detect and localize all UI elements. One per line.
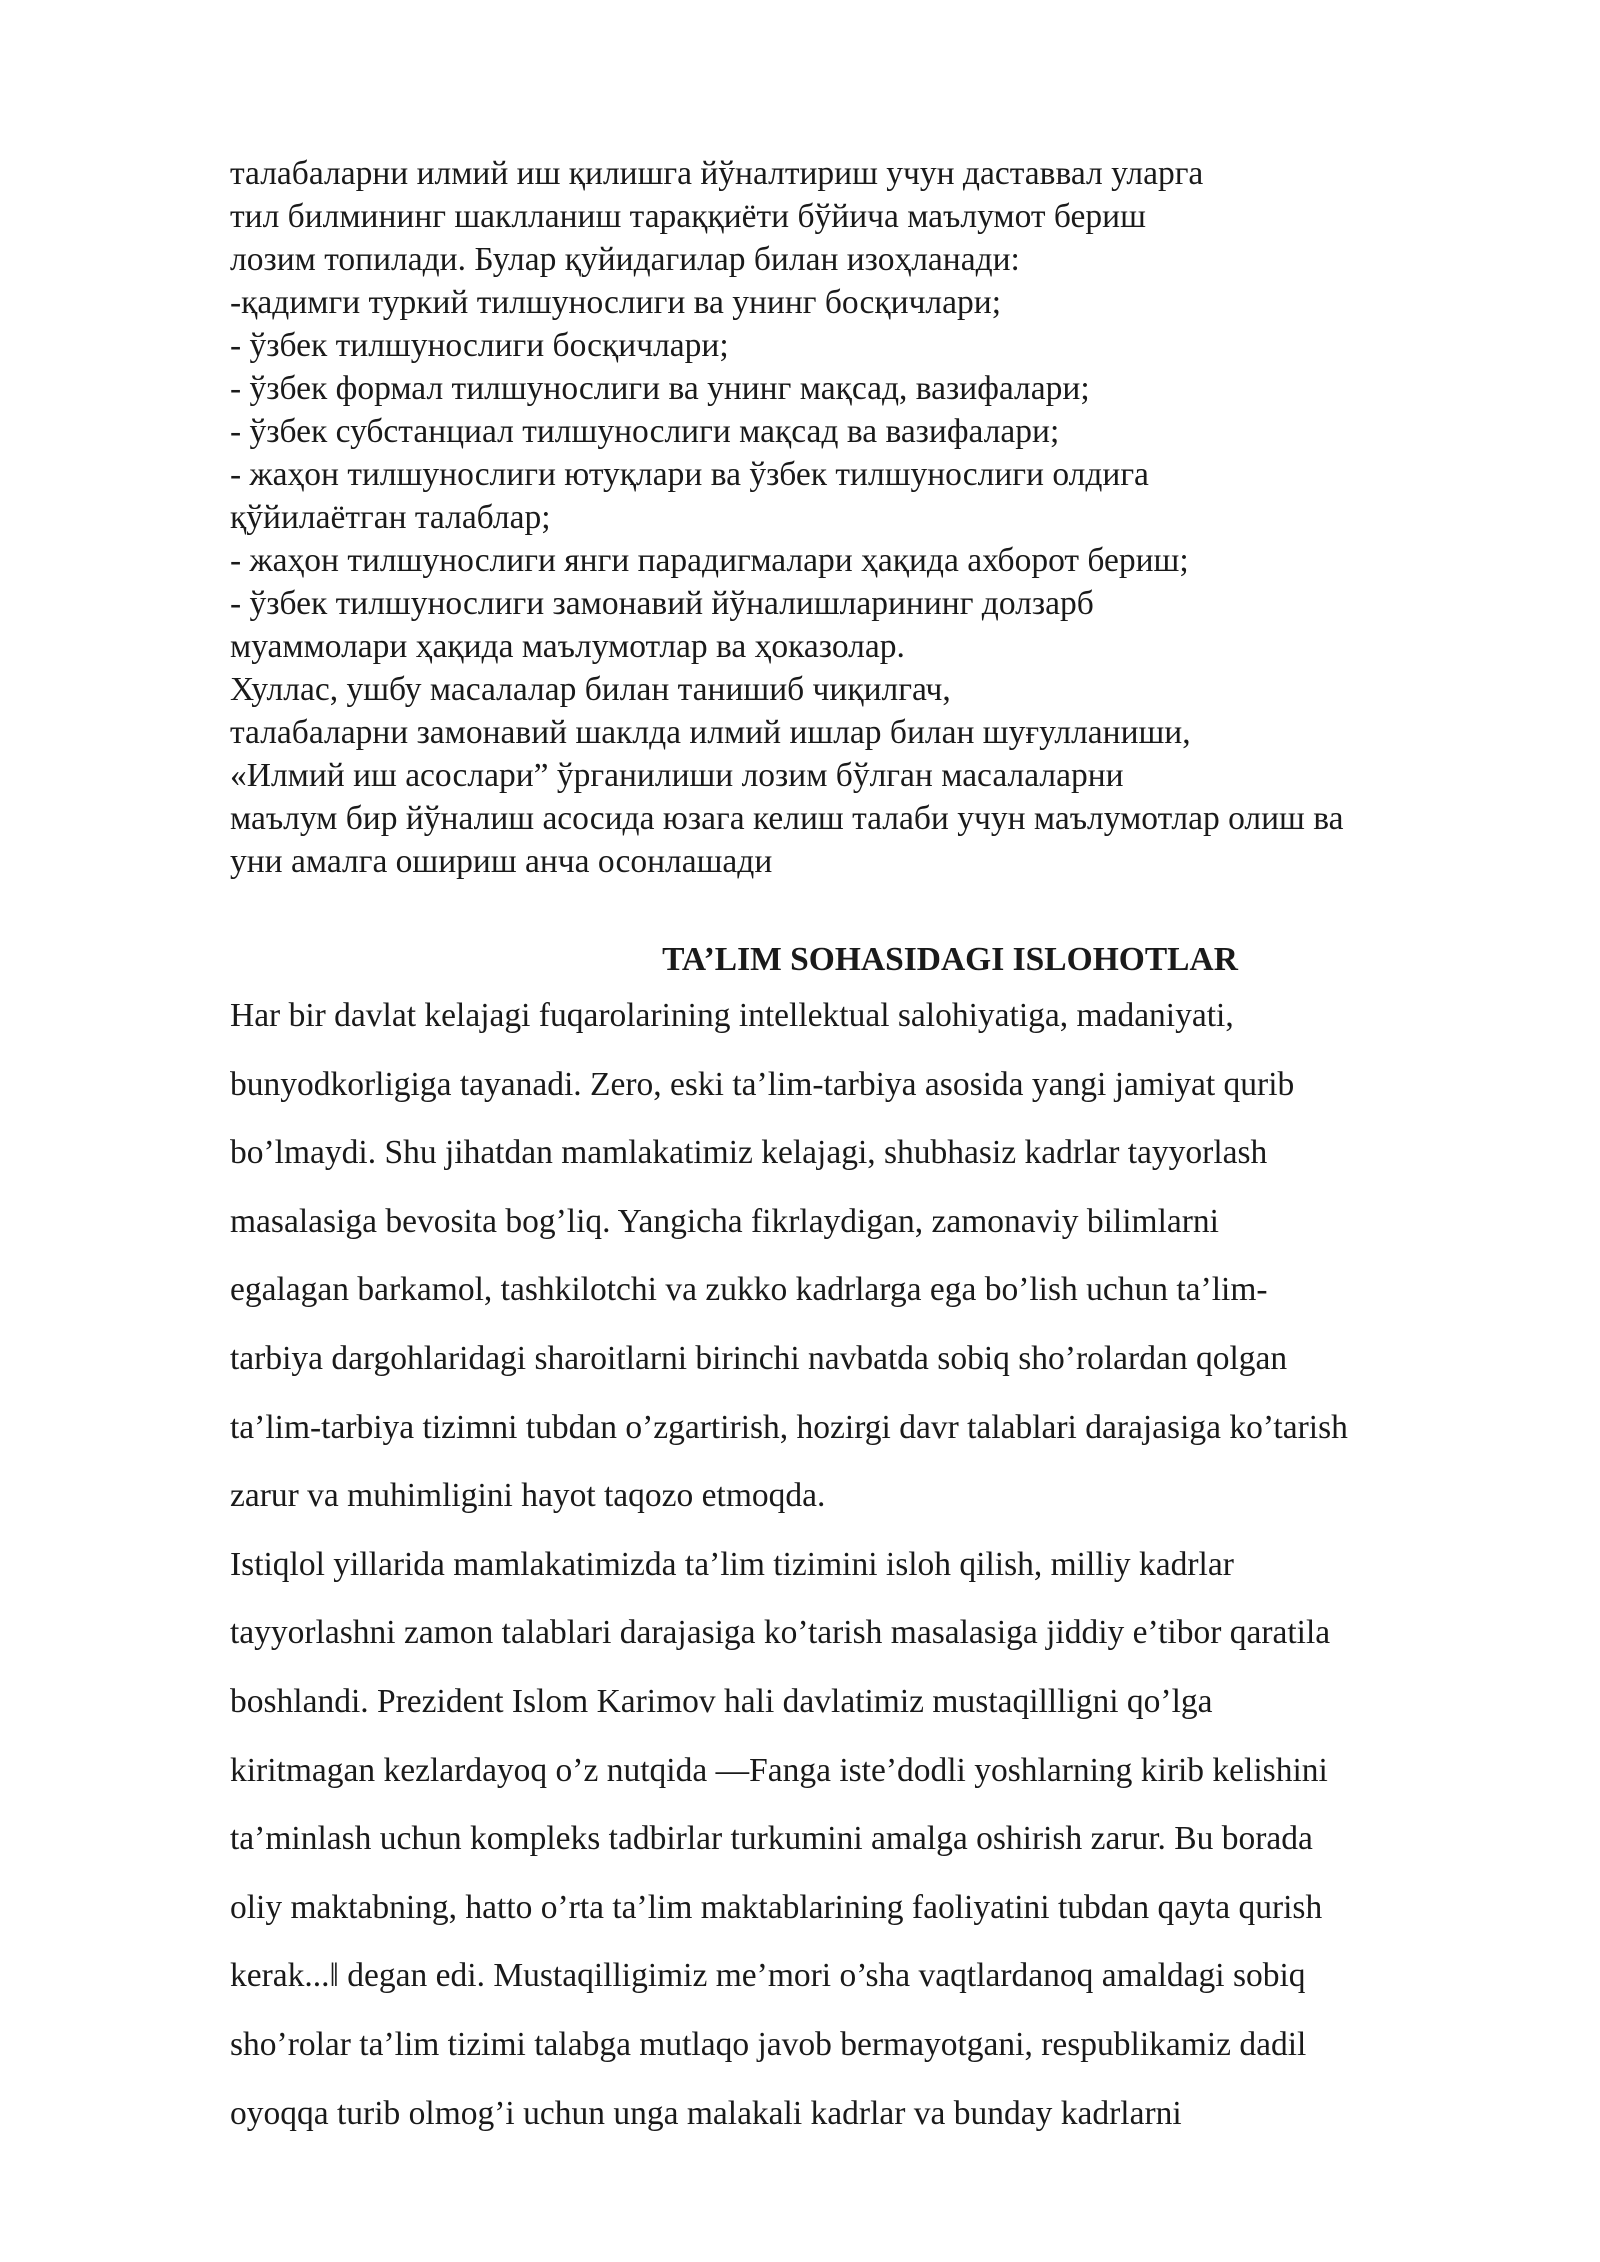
text-line: - ўзбек тилшунослиги замонавий йўналишларининг долзарб <box>230 585 1094 622</box>
text-line: уни амалга ошириш анча осонлашади <box>230 843 773 880</box>
text-line: «Илмий иш асослари” ўрганилиши лозим бўлган масалаларни <box>230 757 1124 794</box>
text-line: қўйилаётган талаблар; <box>230 499 551 536</box>
text-line: талабаларни илмий иш қилишга йўналтириш учун даставвал уларга <box>230 155 1204 192</box>
text-line: boshlandi. Prezident Islom Karimov hali davlatimiz mustaqillligni qo’lga <box>230 1682 1213 1720</box>
text-line: Har bir davlat kelajagi fuqarolarining intellektual salohiyatiga, madaniyati, <box>230 997 1234 1034</box>
text-line: egalagan barkamol, tashkilotchi va zukko kadrlarga ega bo’lish uchun ta’lim- <box>230 1271 1268 1309</box>
text-line: tayyorlashni zamon talablari darajasiga ko’tarish masalasiga jiddiy e’tibor qaratila <box>230 1614 1331 1652</box>
text-line: лозим топилади. Булар қуйидагилар билан изоҳланади: <box>230 241 1020 278</box>
text-line: oyoqqa turib olmog’i uchun unga malakali kadrlar va bunday kadrlarni <box>230 2094 1182 2132</box>
text-line: талабаларни замонавий шаклда илмий ишлар билан шуғулланиши, <box>230 714 1191 751</box>
section-heading <box>230 938 1560 981</box>
text-line: - ўзбек формал тилшунослиги ва унинг мақсад, вазифалари; <box>230 370 1090 407</box>
text-line: zarur va muhimligini hayot taqozo etmoqda. <box>230 1477 826 1515</box>
text-line: kiritmagan kezlardayoq o’z nutqida ―Fanga iste’dodli yoshlarning kirib kelishini <box>230 1751 1328 1789</box>
text-line: маълум бир йўналиш асосида юзага келиш талаби учун маълумотлар олиш ва <box>230 800 1344 837</box>
text-line: ta’minlash uchun kompleks tadbirlar turkumini amalga oshirish zarur. Bu borada <box>230 1820 1313 1858</box>
section-heading-text: TA’LIM SOHASIDAGI ISLOHOTLAR <box>662 941 1238 978</box>
text-line: -қадимги туркий тилшунослиги ва унинг босқичлари; <box>230 284 1002 321</box>
text-line: kerak...‖ degan edi. Mustaqilligimiz me’mori o’sha vaqtlardanoq amaldagi sobiq <box>230 1957 1306 1995</box>
top-paragraph <box>230 152 1550 883</box>
text-line: bo’lmaydi. Shu jihatdan mamlakatimiz kelajagi, shubhasiz kadrlar tayyorlash <box>230 1134 1268 1172</box>
text-line: ta’lim-tarbiya tizimni tubdan o’zgartirish, hozirgi davr talablari darajasiga ko’tarish <box>230 1408 1348 1446</box>
text-line: - жаҳон тилшунослиги янги парадигмалари ҳақида ахборот бериш; <box>230 542 1189 579</box>
text-line: masalasiga bevosita bog’liq. Yangicha fikrlaydigan, zamonaviy bilimlarni <box>230 1202 1219 1240</box>
text-line: Istiqlol yillarida mamlakatimizda ta’lim tizimini isloh qilish, milliy kadrlar <box>230 1545 1234 1583</box>
text-line: - ўзбек субстанциал тилшунослиги мақсад ва вазифалари; <box>230 413 1060 450</box>
text-line: sho’rolar ta’lim tizimi talabga mutlaqo javob bermayotgani, respublikamiz dadil <box>230 2025 1307 2063</box>
text-line: oliy maktabning, hatto o’rta ta’lim maktablarining faoliyatini tubdan qayta qurish <box>230 1888 1323 1926</box>
text-line: - жаҳон тилшунослиги ютуқлари ва ўзбек тилшунослиги олдига <box>230 456 1149 493</box>
text-line: муаммолари ҳақида маълумотлар ва ҳоказолар. <box>230 628 905 665</box>
text-line: тил билмининг шаклланиш тараққиёти бўйича маълумот бериш <box>230 198 1146 235</box>
bottom-paragraph <box>230 982 1570 2148</box>
text-line: bunyodkorligiga tayanadi. Zero, eski ta’lim-tarbiya asosida yangi jamiyat qurib <box>230 1065 1295 1103</box>
text-line: Хуллас, ушбу масалалар билан танишиб чиқилгач, <box>230 671 951 708</box>
text-line: tarbiya dargohlaridagi sharoitlarni birinchi navbatda sobiq sho’rolardan qolgan <box>230 1339 1288 1377</box>
text-line: - ўзбек тилшунослиги босқичлари; <box>230 327 729 364</box>
